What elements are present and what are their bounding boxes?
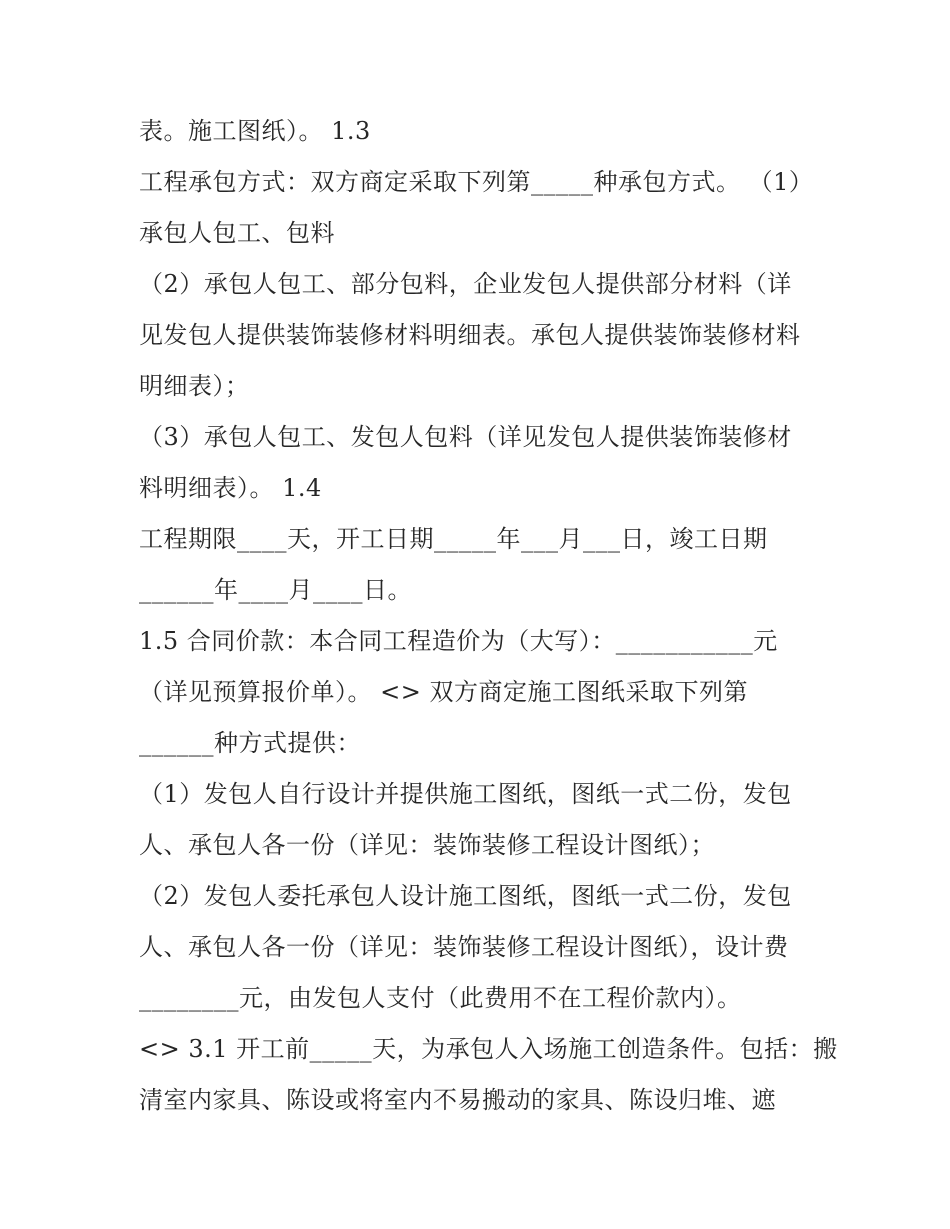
text-line: 明细表）；	[139, 372, 250, 400]
text-line: 承包人包工、包料	[139, 219, 335, 247]
text-line: ________元，由发包人支付（此费用不在工程价款内）。	[139, 984, 742, 1012]
text-line: ______种方式提供：	[139, 729, 361, 757]
text-line: （2）承包人包工、部分包料，企业发包人提供部分材料（详	[139, 270, 792, 298]
contract-body-text	[139, 109, 839, 1129]
text-line: 料明细表）。 1.4	[139, 474, 322, 502]
text-line: （1）发包人自行设计并提供施工图纸，图纸一式二份，发包	[139, 780, 792, 808]
text-line: <> 3.1 开工前_____天，为承包人入场施工创造条件。包括：搬	[139, 1035, 838, 1063]
text-line: 人、承包人各一份（详见：装饰装修工程设计图纸），设计费	[139, 933, 789, 961]
text-line: 工程期限____天，开工日期_____年___月___日，竣工日期	[139, 525, 768, 553]
text-line: 表。施工图纸）。 1.3	[139, 117, 371, 145]
text-line: （2）发包人委托承包人设计施工图纸，图纸一式二份，发包	[139, 882, 792, 910]
text-line: 工程承包方式：双方商定采取下列第_____种承包方式。 （1）	[139, 168, 814, 196]
text-line: 清室内家具、陈设或将室内不易搬动的家具、陈设归堆、遮	[139, 1086, 776, 1114]
text-line: 1.5 合同价款：本合同工程造价为（大写）：___________元	[139, 627, 778, 655]
text-line: ______年____月____日。	[139, 576, 412, 604]
text-line: （详见预算报价单）。 <> 双方商定施工图纸采取下列第	[139, 678, 748, 706]
text-line: （3）承包人包工、发包人包料（详见发包人提供装饰装修材	[139, 423, 792, 451]
text-line: 人、承包人各一份（详见：装饰装修工程设计图纸）；	[139, 831, 715, 859]
text-line: 见发包人提供装饰装修材料明细表。承包人提供装饰装修材料	[139, 321, 801, 349]
